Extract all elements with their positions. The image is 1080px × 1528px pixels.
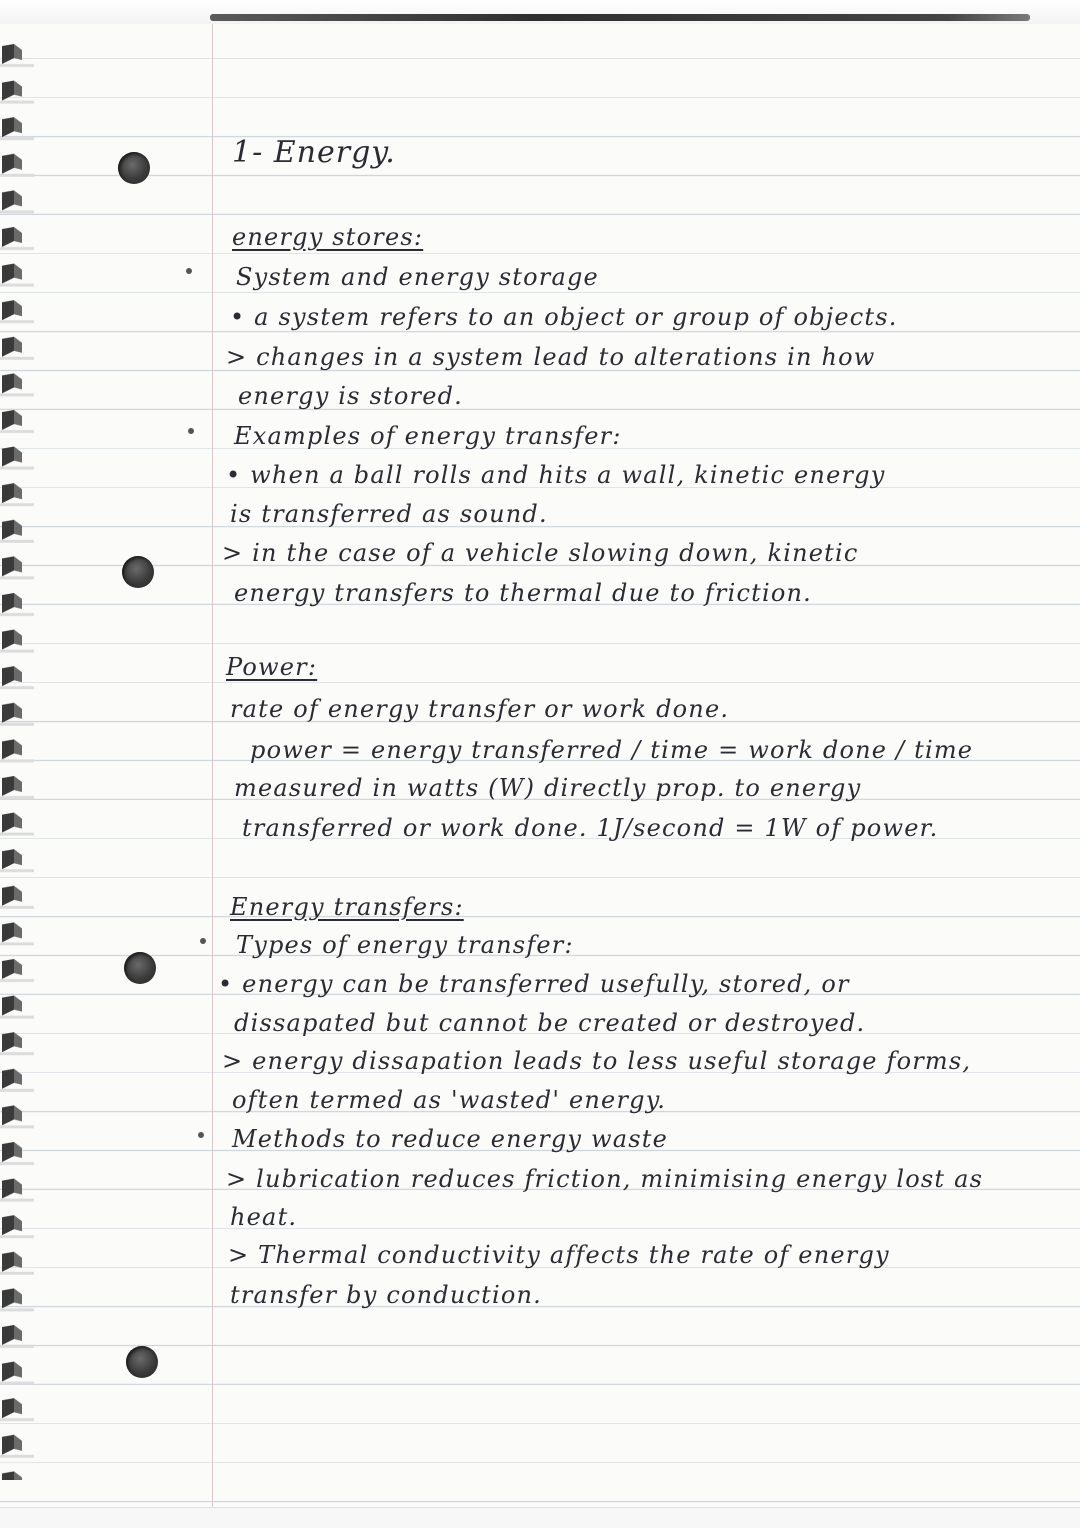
- punch-hole: [118, 152, 150, 184]
- margin-bullet-dot: [188, 428, 194, 434]
- page-bottom-edge: [0, 1507, 1080, 1528]
- note-line: transferred or work done. 1J/second = 1W of power.: [242, 814, 939, 842]
- note-line: • when a ball rolls and hits a wall, kinetic energy: [226, 461, 886, 489]
- note-line: often termed as 'wasted' energy.: [232, 1086, 667, 1114]
- page-title: 1- Energy.: [232, 135, 396, 170]
- margin-bullet-dot: [198, 1132, 204, 1138]
- note-line: power = energy transferred / time = work done / time: [250, 736, 974, 764]
- margin-line: [212, 24, 213, 1508]
- margin-bullet-dot: [200, 938, 206, 944]
- note-line: Methods to reduce energy waste: [232, 1125, 669, 1153]
- spiral-binding: [0, 40, 34, 1480]
- punch-hole: [124, 952, 156, 984]
- note-line: • energy can be transferred usefully, stored, or: [218, 970, 850, 998]
- note-line: Examples of energy transfer:: [234, 422, 622, 450]
- punch-hole: [122, 556, 154, 588]
- section-heading-power: Power:: [226, 653, 318, 681]
- margin-bullet-dot: [186, 268, 192, 274]
- section-heading-energy-transfers: Energy transfers:: [230, 893, 464, 921]
- page-top-edge: [0, 0, 1080, 24]
- note-line: Types of energy transfer:: [236, 931, 574, 959]
- note-line: rate of energy transfer or work done.: [230, 695, 730, 723]
- note-line: dissapated but cannot be created or destroyed.: [234, 1009, 866, 1037]
- note-line: is transferred as sound.: [230, 500, 548, 528]
- note-line: > in the case of a vehicle slowing down, kinetic: [222, 539, 859, 567]
- note-line: transfer by conduction.: [230, 1281, 543, 1309]
- section-heading-energy-stores: energy stores:: [232, 223, 424, 251]
- note-line: energy transfers to thermal due to friction.: [234, 579, 812, 607]
- notebook-cover-edge: [210, 14, 1030, 21]
- note-line: > Thermal conductivity affects the rate of energy: [228, 1241, 890, 1269]
- note-line: • a system refers to an object or group of objects.: [230, 303, 898, 331]
- note-line: > energy dissapation leads to less useful storage forms,: [222, 1047, 972, 1075]
- note-line: System and energy storage: [236, 263, 599, 291]
- note-line: > lubrication reduces friction, minimising energy lost as: [226, 1165, 984, 1193]
- punch-hole: [126, 1346, 158, 1378]
- note-line: energy is stored.: [238, 382, 463, 410]
- note-line: > changes in a system lead to alterations in how: [226, 343, 876, 371]
- note-line: measured in watts (W) directly prop. to energy: [234, 774, 862, 802]
- note-line: heat.: [230, 1203, 298, 1231]
